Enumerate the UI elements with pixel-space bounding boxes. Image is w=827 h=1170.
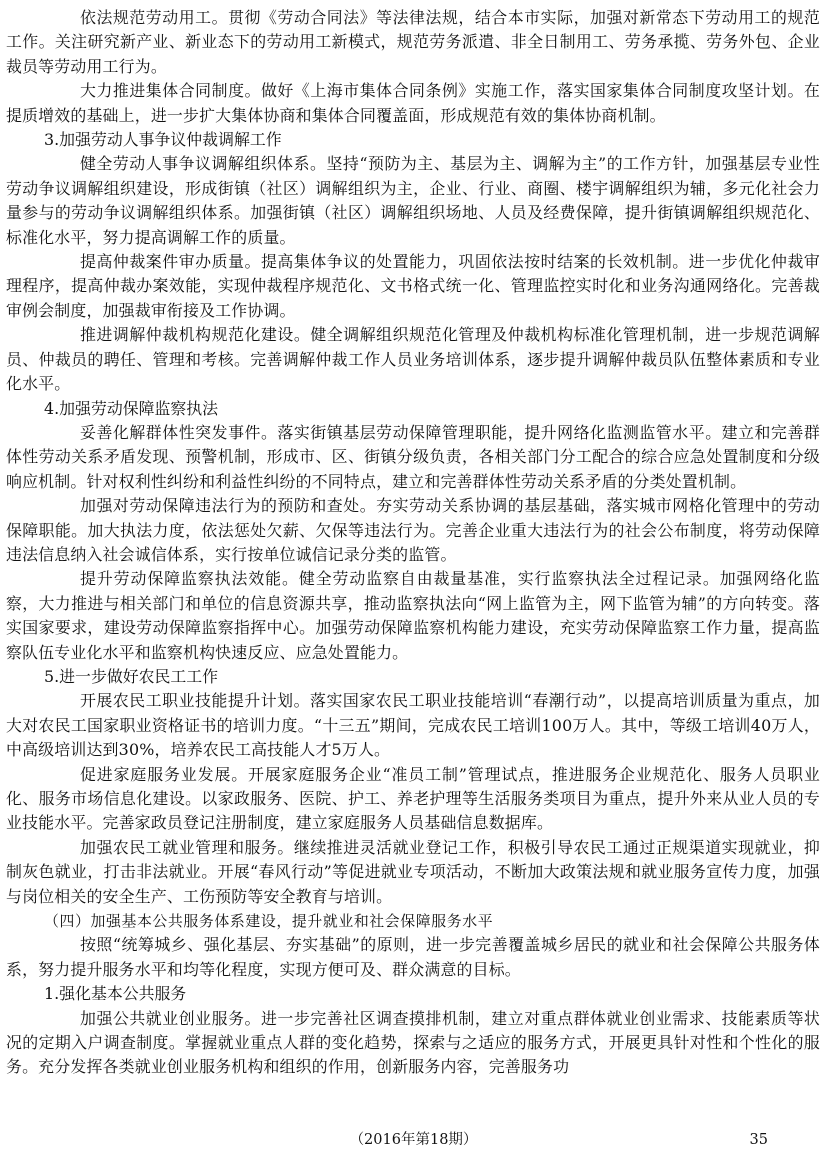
paragraph: 加强农民工就业管理和服务。继续推进灵活就业登记工作，积极引导农民工通过正规渠道实现就业，抑制灰色就业，打击非法就业。开展“春风行动”等促进就业专项活动，不断加大政策法规和就业服务宣传力度，加强与岗位相关的安全生产、工伤预防等安全教育与培训。: [6, 837, 820, 906]
paragraph: 加强公共就业创业服务。进一步完善社区调查摸排机制，建立对重点群体就业创业需求、技能素质等状况的定期入户调查制度。掌握就业重点人群的变化趋势，探索与之适应的服务方式，开展更具针对性和个性化的服务。充分发挥各类就业创业服务机构和组织的作用，创新服务内容，完善服务功: [6, 1008, 820, 1077]
paragraph: 按照“统筹城乡、强化基层、夯实基础”的原则，进一步完善覆盖城乡居民的就业和社会保障公共服务体系，努力提升服务水平和均等化程度，实现方便可及、群众满意的目标。: [6, 935, 820, 979]
document-body: [6, 6, 820, 1080]
paragraph: 提升劳动保障监察执法效能。健全劳动监察自由裁量基准，实行监察执法全过程记录。加强网络化监察，大力推进与相关部门和单位的信息资源共享，推动监察执法向“网上监管为主，网下监管为辅”的方向转变。落实国家要求，建设劳动保障监察指挥中心。加强劳动保障监察机构能力建设，充实劳动保障监察工作力量，提高监察队伍专业化水平和监察机构快速反应、应急处置能力。: [6, 569, 820, 662]
paragraph: 加强对劳动保障违法行为的预防和查处。夯实劳动关系协调的基层基础，落实城市网格化管理中的劳动保障职能。加大执法力度，依法惩处欠薪、欠保等违法行为。完善企业重大违法行为的社会公布制度，将劳动保障违法信息纳入社会诚信体系，实行按单位诚信记录分类的监管。: [6, 496, 820, 564]
paragraph: 推进调解仲裁机构规范化建设。健全调解组织规范化管理及仲裁机构标准化管理机制，进一步规范调解员、仲裁员的聘任、管理和考核。完善调解仲裁工作人员业务培训体系，逐步提升调解仲裁员队伍整体素质和专业化水平。: [6, 325, 820, 394]
paragraph: 依法规范劳动用工。贯彻《劳动合同法》等法律法规，结合本市实际，加强对新常态下劳动用工的规范工作。关注研究新产业、新业态下的劳动用工新模式，规范劳务派遣、非全日制用工、劳务承揽、劳务外包、企业裁员等劳动用工行为。: [6, 8, 820, 76]
paragraph: 促进家庭服务业发展。开展家庭服务企业“准员工制”管理试点，推进服务企业规范化、服务人员职业化、服务市场信息化建设。以家政服务、医院、护工、养老护理等生活服务类项目为重点，提升外来从业人员的专业技能水平。完善家政员登记注册制度，建立家庭服务人员基础信息数据库。: [6, 764, 820, 833]
paragraph: 大力推进集体合同制度。做好《上海市集体合同条例》实施工作，落实国家集体合同制度攻坚计划。在提质增效的基础上，进一步扩大集体协商和集体合同覆盖面，形成规范有效的集体协商机制。: [6, 81, 820, 125]
paragraph: 妥善化解群体性突发事件。落实街镇基层劳动保障管理职能，提升网络化监测监管水平。建立和完善群体性劳动关系矛盾发现、预警机制，形成市、区、街镇分级负责，各相关部门分工配合的综合应急处置制度和分级响应机制。针对权利性纠纷和利益性纠纷的不同特点，建立和完善群体性劳动关系矛盾的分类处置机制。: [6, 422, 820, 491]
section-heading: 1.强化基本公共服务: [44, 984, 187, 1004]
paragraph: 提高仲裁案件审办质量。提高集体争议的处置能力，巩固依法按时结案的长效机制。进一步优化仲裁审理程序，提高仲裁办案效能，实现仲裁程序规范化、文书格式统一化、管理监控实时化和业务沟通网络化。完善裁审例会制度，加强裁审衔接及工作协调。: [6, 252, 820, 320]
section-heading: 3.加强劳动人事争议仲裁调解工作: [44, 130, 282, 150]
issue-label: （2016年第18期）: [349, 1132, 478, 1148]
paragraph: 开展农民工职业技能提升计划。落实国家农民工职业技能培训“春潮行动”，以提高培训质量为重点，加大对农民工国家职业资格证书的培训力度。“十三五”期间，完成农民工培训100万人。其中，等级工培训40万人，中高级培训达到30%，培养农民工高技能人才5万人。: [6, 691, 820, 760]
section-heading: 5.进一步做好农民工工作: [44, 666, 219, 686]
page-number: 35: [749, 1132, 768, 1148]
chapter-heading: （四）加强基本公共服务体系建设，提升就业和社会保障服务水平: [44, 912, 494, 931]
paragraph: 健全劳动人事争议调解组织体系。坚持“预防为主、基层为主、调解为主”的工作方针，加强基层专业性劳动争议调解组织建设，形成街镇（社区）调解组织为主，企业、行业、商圈、楼宇调解组织为辅，多元化社会力量参与的劳动争议调解组织体系。加强街镇（社区）调解组织场地、人员及经费保障，提升街镇调解组织规范化、标准化水平，努力提高调解工作的质量。: [6, 154, 820, 247]
section-heading: 4.加强劳动保障监察执法: [44, 398, 219, 418]
page-footer: [0, 1128, 827, 1152]
